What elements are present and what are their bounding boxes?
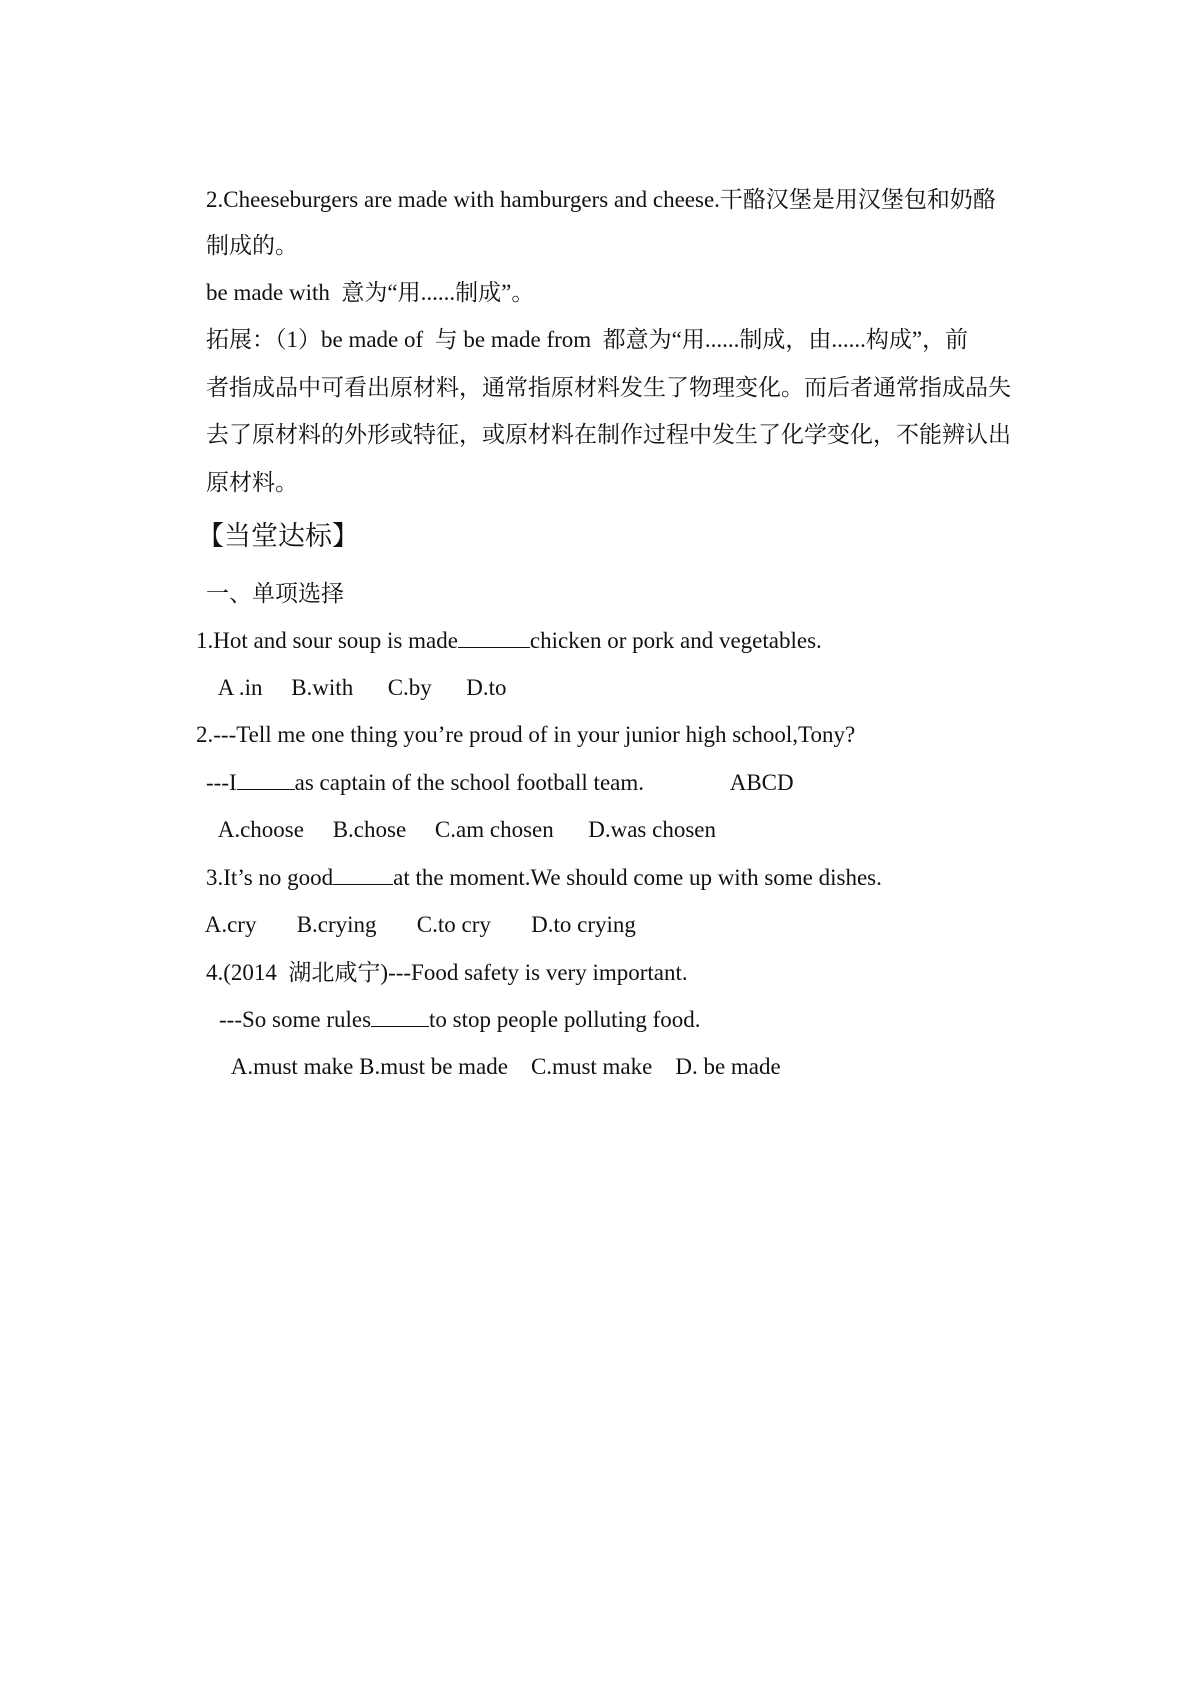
q4-reply-after: to stop people polluting food. — [429, 1007, 701, 1032]
q2-stem-text: 2.---Tell me one thing you’re proud of in your junior high school,Tony? — [196, 722, 856, 747]
q2-options-text: A.choose B.chose C.am chosen D.was chosen — [217, 817, 716, 842]
q2-answer-mark-text: ABCD — [729, 770, 794, 795]
q4-stem-text: 4.(2014 湖北咸宁)---Food safety is very important. — [206, 960, 688, 985]
q3-options-text: A.cry B.crying C.to cry D.to crying — [204, 912, 636, 937]
q3-stem-before: 3.It’s no good — [206, 865, 334, 890]
extend-text-4: 原材料。 — [206, 470, 298, 495]
extend-line-3 — [183, 390, 1011, 480]
q4-options-text: A.must make B.must be made C.must make D. be made — [230, 1054, 781, 1079]
practice-title-text: 【当堂达标】 — [197, 521, 359, 551]
item2-cont-text: 制成的。 — [206, 233, 298, 258]
q1-stem-before: 1.Hot and sour soup is made — [196, 628, 458, 653]
q2-reply-before: ---I — [206, 770, 237, 795]
q3-stem-after: at the moment.We should come up with some dishes. — [393, 865, 882, 890]
extend-text-2: 者指成品中可看出原材料，通常指原材料发生了物理变化。而后者通常指成品失 — [206, 375, 1011, 400]
question-2-answer-mark — [708, 738, 794, 828]
q1-stem-after: chicken or pork and vegetables. — [529, 628, 822, 653]
item2-line — [183, 155, 996, 245]
item2-text: 2.Cheeseburgers are made with hamburgers and cheese.干酪汉堡是用汉堡包和奶酪 — [206, 187, 996, 212]
section-title-text: 一、单项选择 — [206, 581, 344, 606]
extend-text-1: 拓展：（1）be made of 与 be made from 都意为“用......制成，由......构成”，前 — [206, 327, 969, 352]
q2-reply-after: as captain of the school football team. — [294, 770, 644, 795]
q4-reply-before: ---So some rules — [219, 1007, 372, 1032]
q1-options-text: A .in B.with C.by D.to — [217, 675, 507, 700]
with-note-text: be made with 意为“用......制成”。 — [206, 280, 535, 305]
question-4-options — [209, 1022, 781, 1112]
extend-text-3: 去了原材料的外形或特征，或原材料在制作过程中发生了化学变化，不能辨认出 — [206, 422, 1011, 447]
